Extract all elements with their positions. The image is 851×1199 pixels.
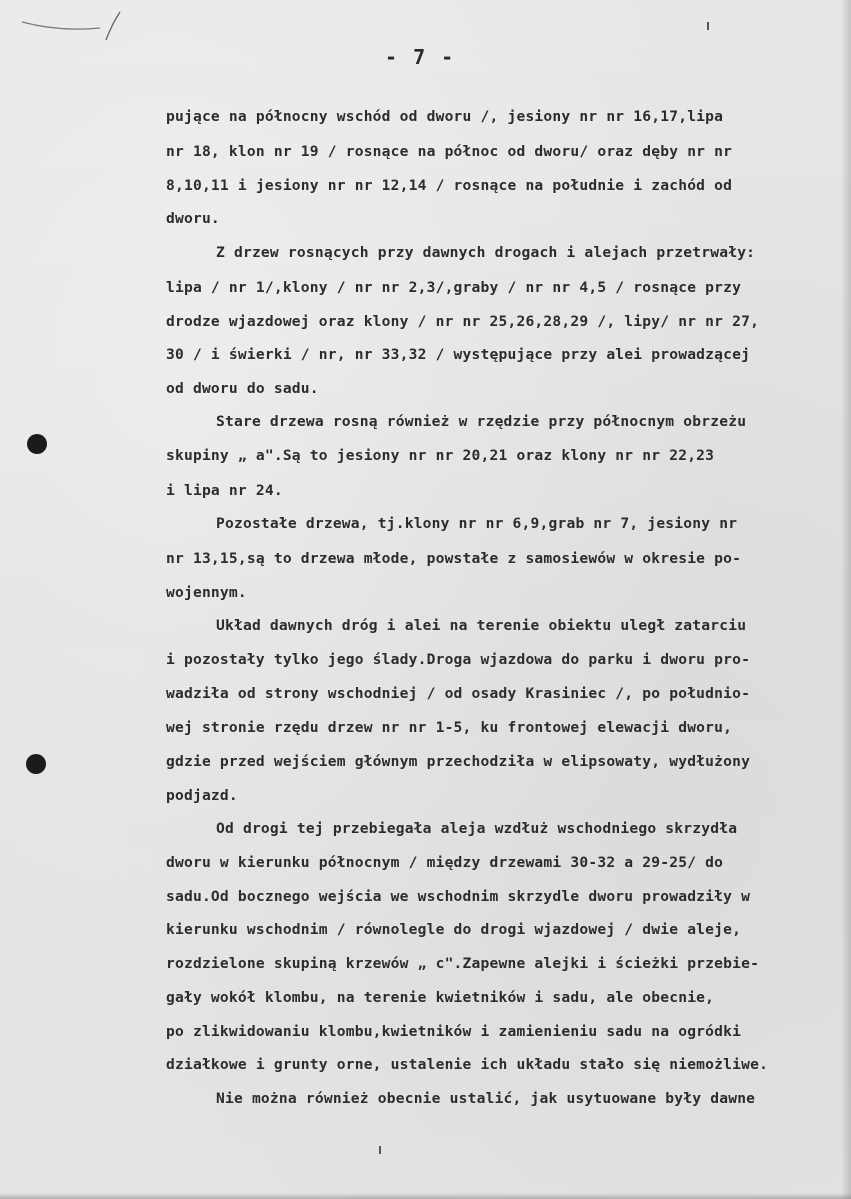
text-line: działkowe i grunty orne, ustalenie ich układu stało się niemożliwe. [166,1056,769,1073]
paragraph-start-line: Pozostałe drzewa, tj.klony nr nr 6,9,grab nr 7, jesiony nr [216,515,738,532]
page-number: - 7 - [385,45,456,69]
stray-mark [379,1146,381,1154]
punch-hole-top [27,434,47,454]
text-line: wojennym. [166,584,247,601]
text-line: i pozostały tylko jego ślady.Droga wjazdowa do parku i dworu pro- [166,651,751,668]
text-line: dworu. [166,210,220,227]
text-line: od dworu do sadu. [166,380,319,397]
punch-hole-bottom [26,754,46,774]
text-line: rozdzielone skupiną krzewów „ c".Zapewne alejki i ścieżki przebie- [166,955,760,972]
text-line: kierunku wschodnim / równolegle do drogi wjazdowej / dwie aleje, [166,921,742,938]
page-edge-shadow [841,0,851,1199]
text-line: pujące na północny wschód od dworu /, jesiony nr nr 16,17,lipa [166,108,724,125]
pen-stroke-mark [20,10,130,50]
text-line: dworu w kierunku północnym / między drzewami 30-32 a 29-25/ do [166,854,724,871]
text-line: lipa / nr 1/,klony / nr nr 2,3/,graby / nr nr 4,5 / rosnące przy [166,279,742,296]
text-line: skupiny „ a".Są to jesiony nr nr 20,21 oraz klony nr nr 22,23 [166,447,715,464]
text-line: drodze wjazdowej oraz klony / nr nr 25,26,28,29 /, lipy/ nr nr 27, [166,313,760,330]
text-line: nr 18, klon nr 19 / rosnące na północ od dworu/ oraz dęby nr nr [166,143,733,160]
paragraph-start-line: Od drogi tej przebiegała aleja wzdłuż wschodniego skrzydła [216,820,738,837]
text-line: gały wokół klombu, na terenie kwietników i sadu, ale obecnie, [166,989,715,1006]
page-bottom-shadow [0,1193,851,1199]
text-line: wadziła od strony wschodniej / od osady Krasiniec /, po południo- [166,685,751,702]
text-line: i lipa nr 24. [166,482,283,499]
paragraph-start-line: Układ dawnych dróg i alei na terenie obiektu uległ zatarciu [216,617,747,634]
paragraph-start-line: Nie można również obecnie ustalić, jak usytuowane były dawne [216,1090,756,1107]
paragraph-start-line: Z drzew rosnących przy dawnych drogach i alejach przetrwały: [216,244,756,261]
text-line: sadu.Od bocznego wejścia we wschodnim skrzydle dworu prowadziły w [166,888,751,905]
text-line: wej stronie rzędu drzew nr nr 1-5, ku frontowej elewacji dworu, [166,719,733,736]
stray-mark [707,22,709,30]
text-line: gdzie przed wejściem głównym przechodziła w elipsowaty, wydłużony [166,753,751,770]
text-line: po zlikwidowaniu klombu,kwietników i zamienieniu sadu na ogródki [166,1023,742,1040]
text-line: 30 / i świerki / nr, nr 33,32 / występujące przy alei prowadzącej [166,346,751,363]
text-line: 8,10,11 i jesiony nr nr 12,14 / rosnące na południe i zachód od [166,177,733,194]
paragraph-start-line: Stare drzewa rosną również w rzędzie przy północnym obrzeżu [216,413,747,430]
text-line: nr 13,15,są to drzewa młode, powstałe z samosiewów w okresie po- [166,550,742,567]
text-line: podjazd. [166,787,238,804]
